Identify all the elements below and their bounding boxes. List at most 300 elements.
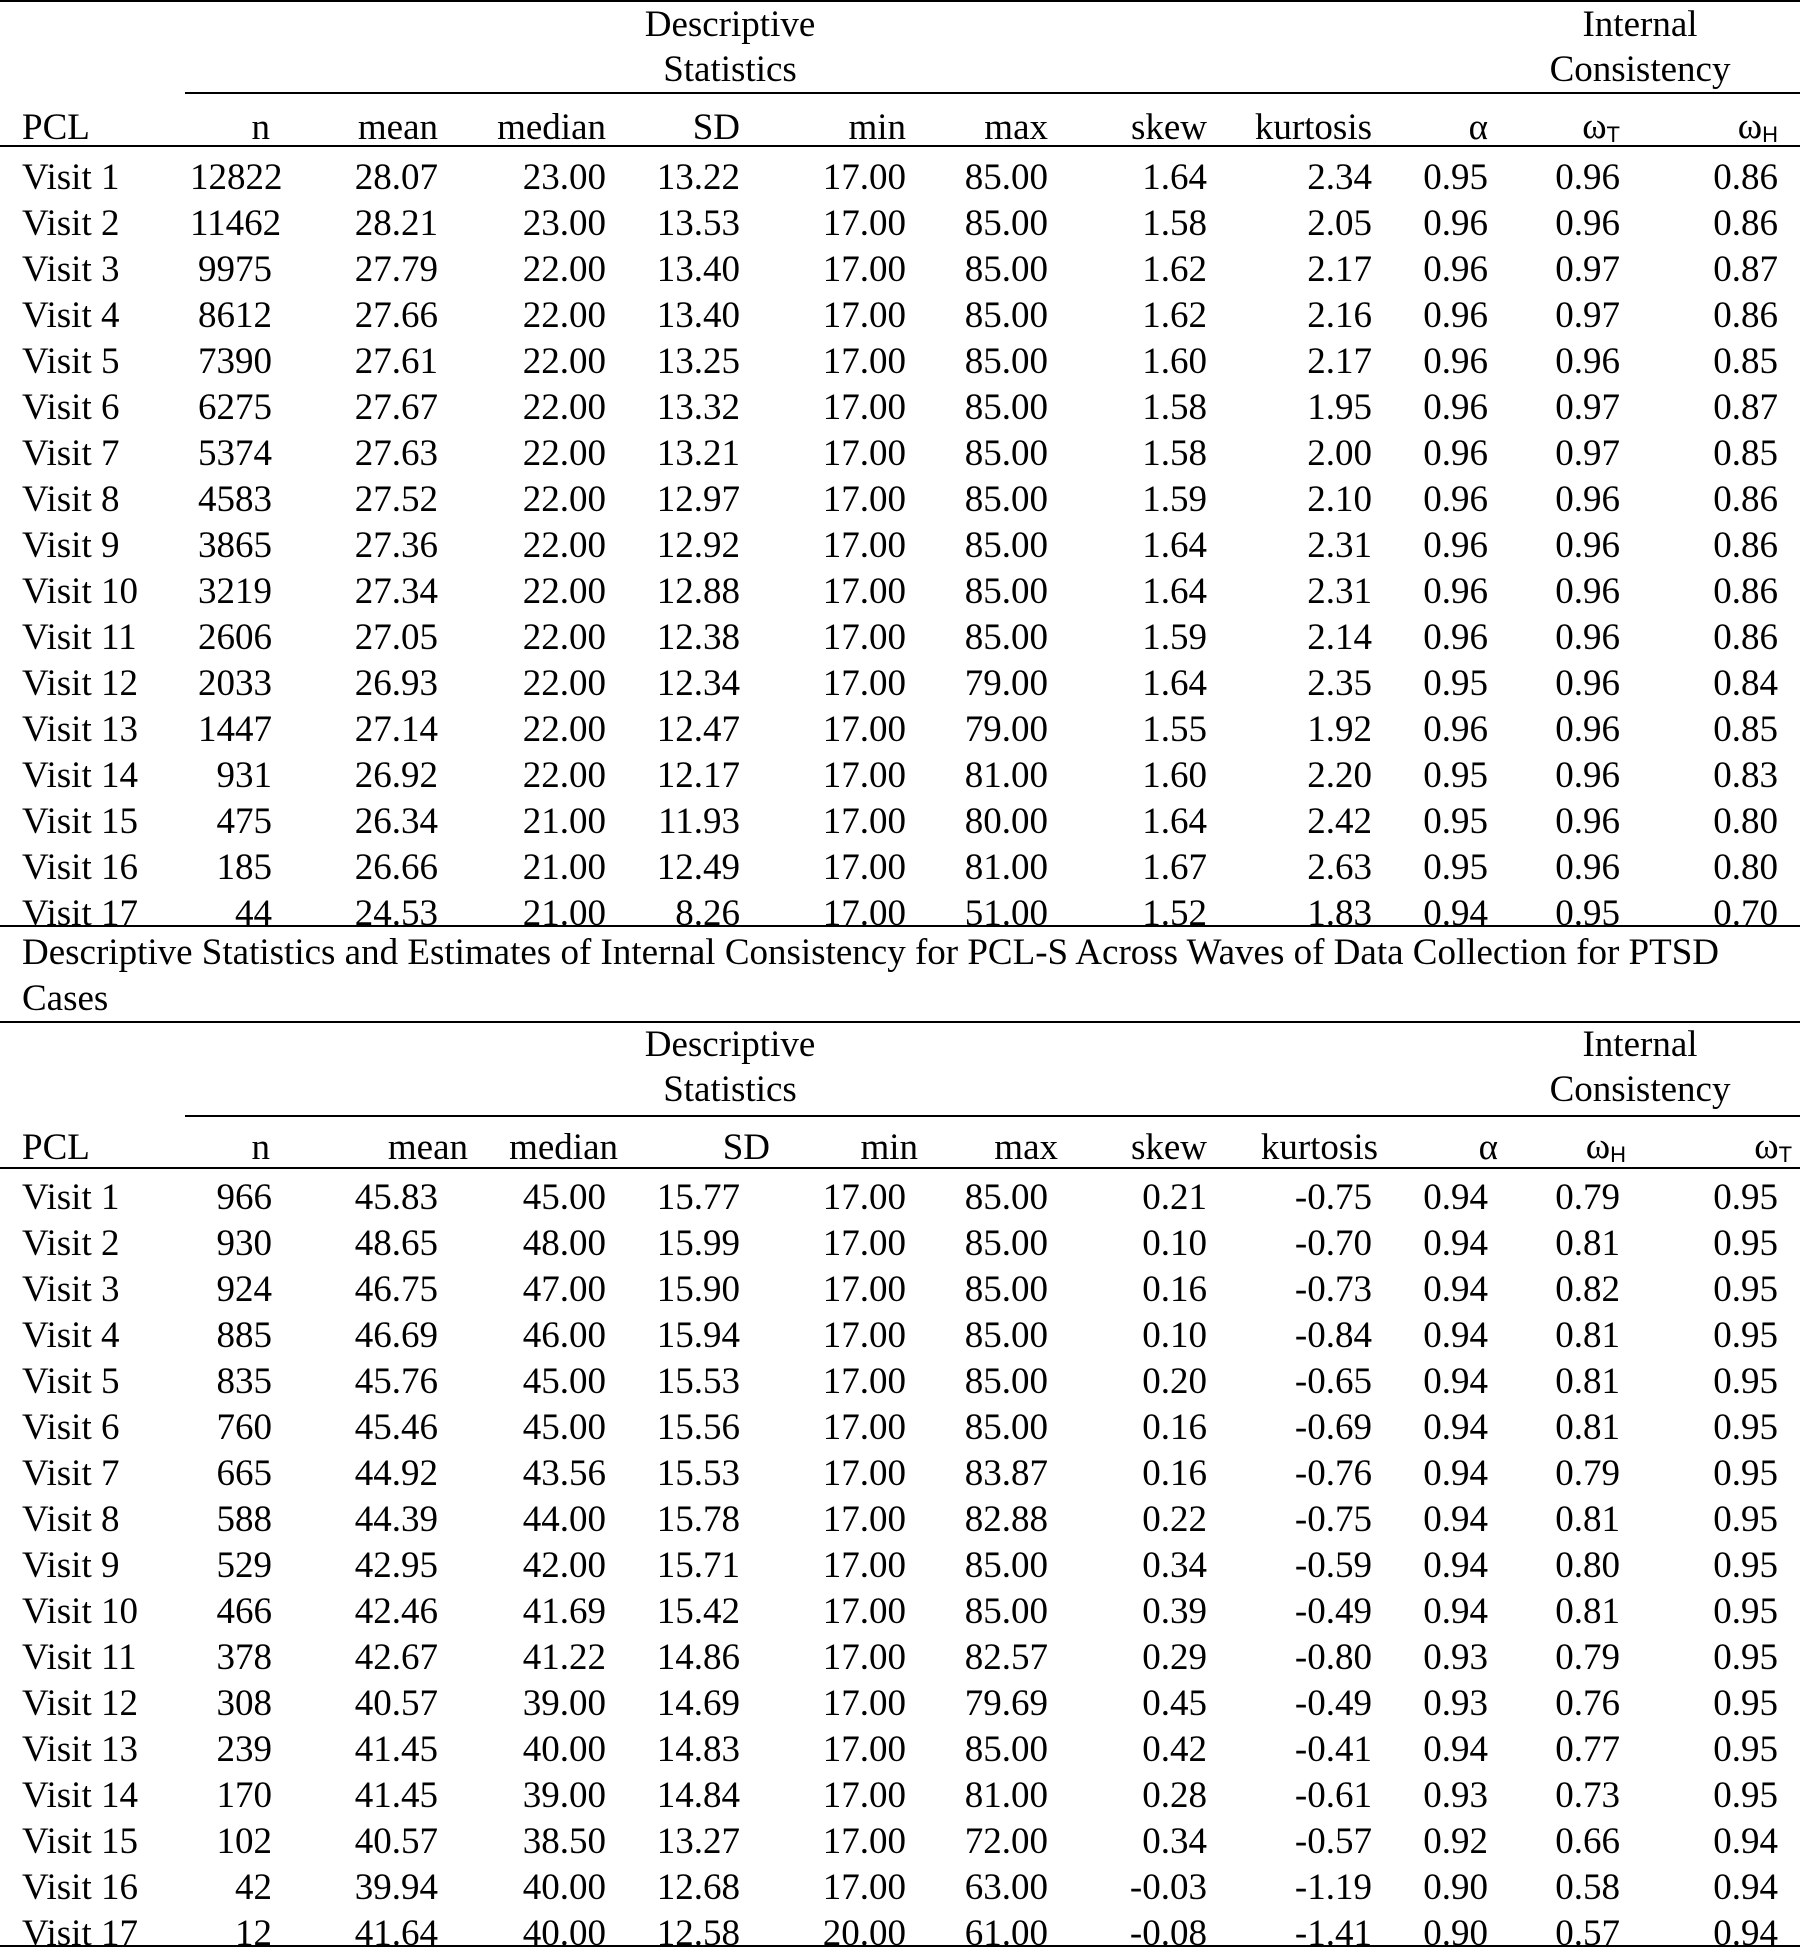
table2-cell-median: 40.00 [522, 1867, 606, 1908]
table2-cell-min: 17.00 [822, 1269, 906, 1310]
table2-cell-median: 47.00 [522, 1269, 606, 1310]
table-row [0, 518, 1800, 564]
table2-col-mean-text: mean [387, 1127, 468, 1168]
table1-cell-skew: 1.64 [1142, 525, 1207, 566]
table2-cell-omega2: 0.95 [1713, 1315, 1779, 1356]
table1-cell-min: 17.00 [822, 157, 906, 198]
table1-cell-max: 85.00 [964, 479, 1048, 520]
table-row [0, 380, 1800, 426]
table2-col-alpha-text: α [1478, 1127, 1498, 1168]
table1-cell-min: 17.00 [822, 571, 906, 612]
table2-col-kurtosis [1215, 1112, 1380, 1170]
table2-cell-skew: 0.42 [1142, 1729, 1207, 1770]
table1-cell-max: 85.00 [964, 249, 1048, 290]
table1-cell-median: 22.00 [522, 479, 606, 520]
table2-cell-median: 45.00 [522, 1177, 606, 1218]
table1-col-max-text: max [984, 107, 1048, 148]
table1-cell-skew: 1.62 [1142, 295, 1207, 336]
table1-cell-visit: Visit 6 [22, 387, 120, 428]
table1-cell-n: 185 [216, 847, 272, 888]
table1-cell-max: 81.00 [964, 755, 1048, 796]
table-row [0, 1400, 1800, 1446]
table2-cell-omega2: 0.94 [1713, 1913, 1779, 1954]
table-row [0, 1262, 1800, 1308]
table2-cell-alpha: 0.94 [1423, 1223, 1488, 1264]
table-row [0, 1722, 1800, 1768]
table2-cell-omega2: 0.95 [1713, 1361, 1779, 1402]
table2-cell-mean: 41.45 [354, 1729, 438, 1770]
table2-cell-max: 61.00 [964, 1913, 1048, 1954]
table1-cell-mean: 26.92 [354, 755, 438, 796]
table1-cell-mean: 27.63 [354, 433, 438, 474]
table2-cell-alpha: 0.93 [1423, 1683, 1488, 1724]
table2-cell-visit: Visit 2 [22, 1223, 120, 1264]
table1-cell-alpha: 0.96 [1423, 203, 1488, 244]
table1-cell-n: 7390 [198, 341, 272, 382]
table2-cell-visit: Visit 17 [22, 1913, 138, 1954]
table-row [0, 288, 1800, 334]
table2-cell-omega1: 0.82 [1555, 1269, 1620, 1310]
table2-cell-visit: Visit 10 [22, 1591, 138, 1632]
table1-cell-visit: Visit 8 [22, 479, 120, 520]
table1-cell-alpha: 0.95 [1423, 755, 1488, 796]
table2-cell-min: 17.00 [822, 1683, 906, 1724]
table1-col-skew [1060, 92, 1215, 150]
table2-cell-mean: 46.75 [354, 1269, 438, 1310]
table2-cell-n: 466 [216, 1591, 272, 1632]
table2-col-max [920, 1112, 1060, 1170]
table2-cell-omega1: 0.73 [1555, 1775, 1620, 1816]
table1-cell-mean: 28.21 [354, 203, 438, 244]
table2-cell-kurtosis: -0.80 [1294, 1637, 1372, 1678]
table2-cell-sd: 15.53 [656, 1361, 740, 1402]
table1-cell-omega2: 0.84 [1713, 663, 1779, 704]
table2-cell-visit: Visit 13 [22, 1729, 138, 1770]
table1-descriptive-line2: Statistics [663, 49, 797, 90]
table2-cell-kurtosis: -0.49 [1294, 1591, 1372, 1632]
table2-cell-visit: Visit 3 [22, 1269, 120, 1310]
table2-col-skew [1060, 1112, 1215, 1170]
table2-col-skew-text: skew [1130, 1127, 1207, 1168]
table2-cell-omega2: 0.95 [1713, 1223, 1779, 1264]
table1-header-rule [0, 145, 1800, 147]
table1-col-min [780, 92, 920, 150]
table1-cell-omega1: 0.96 [1555, 157, 1620, 198]
table2-cell-median: 39.00 [522, 1683, 606, 1724]
table1-col-omega-h-text: ω [1737, 106, 1763, 147]
table1-col-mean-text: mean [357, 107, 438, 148]
table2-cell-sd: 12.58 [656, 1913, 740, 1954]
table1-cell-sd: 13.21 [656, 433, 740, 474]
table2-cell-omega1: 0.76 [1555, 1683, 1620, 1724]
table2-cell-mean: 44.39 [354, 1499, 438, 1540]
table2-cell-omega2: 0.95 [1713, 1775, 1779, 1816]
table1-cell-visit: Visit 1 [22, 157, 120, 198]
table-row [0, 1446, 1800, 1492]
table1-cell-kurtosis: 2.63 [1307, 847, 1372, 888]
table2-cell-sd: 15.42 [656, 1591, 740, 1632]
table1-cell-median: 22.00 [522, 663, 606, 704]
table1-cell-alpha: 0.95 [1423, 801, 1488, 842]
table1-cell-skew: 1.64 [1142, 801, 1207, 842]
table1-col-omega-t [1510, 92, 1630, 150]
table1-col-omega-t-text: ω [1582, 106, 1607, 147]
table2-cell-mean: 46.69 [354, 1315, 438, 1356]
table1-cell-mean: 27.67 [354, 387, 438, 428]
table1-cell-alpha: 0.96 [1423, 387, 1488, 428]
table2-cell-alpha: 0.94 [1423, 1315, 1488, 1356]
table1-cell-alpha: 0.96 [1423, 525, 1488, 566]
table2-cell-mean: 39.94 [354, 1867, 438, 1908]
table1-cell-min: 17.00 [822, 203, 906, 244]
table2-cell-visit: Visit 11 [22, 1637, 137, 1678]
table1-cell-omega1: 0.96 [1555, 341, 1620, 382]
table1-col-median-text: median [497, 107, 606, 148]
table2-cell-n: 835 [216, 1361, 272, 1402]
table2-cell-mean: 42.46 [354, 1591, 438, 1632]
table1-col-sd-text: SD [692, 107, 740, 148]
table2-cell-alpha: 0.93 [1423, 1637, 1488, 1678]
table2-cell-alpha: 0.90 [1423, 1867, 1488, 1908]
table1-cell-kurtosis: 2.20 [1307, 755, 1372, 796]
table1-col-alpha-text: α [1468, 107, 1488, 148]
table1-cell-n: 475 [216, 801, 272, 842]
table-row [0, 748, 1800, 794]
table1-cell-n: 2033 [198, 663, 272, 704]
table-row [0, 1354, 1800, 1400]
table1-cell-omega2: 0.86 [1713, 295, 1779, 336]
table2-cell-kurtosis: -0.73 [1294, 1269, 1372, 1310]
table1-cell-max: 85.00 [964, 525, 1048, 566]
table2-cell-alpha: 0.94 [1423, 1545, 1488, 1586]
table2-cell-alpha: 0.94 [1423, 1729, 1488, 1770]
table1-cell-mean: 26.66 [354, 847, 438, 888]
table1-cell-mean: 26.34 [354, 801, 438, 842]
table2-cell-skew: 0.34 [1142, 1545, 1207, 1586]
table2-cell-omega2: 0.95 [1713, 1177, 1779, 1218]
table1-cell-sd: 12.47 [656, 709, 740, 750]
table1-cell-median: 22.00 [522, 433, 606, 474]
table2-cell-median: 38.50 [522, 1821, 606, 1862]
table2-cell-min: 20.00 [822, 1913, 906, 1954]
table1-cell-skew: 1.67 [1142, 847, 1207, 888]
table2-cell-omega1: 0.57 [1555, 1913, 1620, 1954]
table2-cell-kurtosis: -1.41 [1294, 1913, 1372, 1954]
table2-col-n-text: n [251, 1127, 270, 1168]
table2-descriptive-line1: Descriptive [644, 1024, 816, 1065]
table1-cell-min: 17.00 [822, 893, 906, 934]
table1-cell-omega1: 0.96 [1555, 663, 1620, 704]
table1-internal-line2: Consistency [1549, 49, 1731, 90]
table1-cell-max: 85.00 [964, 387, 1048, 428]
table2-cell-min: 17.00 [822, 1223, 906, 1264]
table2-cell-omega1: 0.81 [1555, 1315, 1620, 1356]
table1-cell-sd: 13.40 [656, 249, 740, 290]
table2-cell-median: 39.00 [522, 1775, 606, 1816]
table1-cell-min: 17.00 [822, 847, 906, 888]
table2-cell-visit: Visit 9 [22, 1545, 120, 1586]
table2-cell-kurtosis: -0.65 [1294, 1361, 1372, 1402]
table-row [0, 1860, 1800, 1906]
table1-cell-max: 51.00 [964, 893, 1048, 934]
table2-cell-n: 924 [216, 1269, 272, 1310]
table2-cell-omega2: 0.95 [1713, 1499, 1779, 1540]
table2-cell-visit: Visit 14 [22, 1775, 138, 1816]
table1-group-rule [185, 92, 1800, 94]
table1-cell-mean: 28.07 [354, 157, 438, 198]
table1-cell-omega2: 0.87 [1713, 249, 1779, 290]
table1-cell-max: 80.00 [964, 801, 1048, 842]
table1-cell-sd: 11.93 [658, 801, 740, 842]
table-row [0, 1584, 1800, 1630]
table1-cell-min: 17.00 [822, 617, 906, 658]
table1-cell-skew: 1.58 [1142, 433, 1207, 474]
table2-cell-omega2: 0.94 [1713, 1867, 1779, 1908]
table2-cell-visit: Visit 7 [22, 1453, 120, 1494]
table2-cell-median: 45.00 [522, 1407, 606, 1448]
table2-col-sd [620, 1112, 780, 1170]
table2-cell-skew: 0.16 [1142, 1269, 1207, 1310]
table-row [0, 426, 1800, 472]
table1-cell-min: 17.00 [822, 295, 906, 336]
table2-cell-sd: 14.83 [656, 1729, 740, 1770]
table1-cell-median: 21.00 [522, 893, 606, 934]
table2-cell-kurtosis: -0.84 [1294, 1315, 1372, 1356]
table1-cell-max: 85.00 [964, 571, 1048, 612]
table2-cell-omega1: 0.79 [1555, 1177, 1620, 1218]
table1-cell-omega1: 0.96 [1555, 617, 1620, 658]
table2-column-header-row [0, 1112, 1800, 1170]
table1-cell-max: 85.00 [964, 157, 1048, 198]
table2-cell-n: 885 [216, 1315, 272, 1356]
table1-cell-kurtosis: 1.83 [1307, 893, 1372, 934]
table1-cell-median: 22.00 [522, 387, 606, 428]
table2-cell-kurtosis: -0.61 [1294, 1775, 1372, 1816]
table1-cell-omega1: 0.95 [1555, 893, 1620, 934]
table2-col-omega-t-sub: T [1778, 1142, 1793, 1167]
table2-cell-min: 17.00 [822, 1499, 906, 1540]
table2-cell-visit: Visit 4 [22, 1315, 120, 1356]
table2-cell-skew: 0.45 [1142, 1683, 1207, 1724]
table2-cell-skew: 0.10 [1142, 1315, 1207, 1356]
table1-cell-kurtosis: 1.92 [1307, 709, 1372, 750]
table1-cell-visit: Visit 13 [22, 709, 138, 750]
table1-cell-alpha: 0.96 [1423, 341, 1488, 382]
table1-cell-median: 21.00 [522, 847, 606, 888]
table1-cell-n: 44 [235, 893, 272, 934]
table2-cell-n: 42 [235, 1867, 272, 1908]
table1-cell-omega1: 0.97 [1555, 433, 1620, 474]
table2-cell-mean: 48.65 [354, 1223, 438, 1264]
table1-cell-max: 85.00 [964, 617, 1048, 658]
table2-cell-visit: Visit 15 [22, 1821, 138, 1862]
table2-col-omega-h [1510, 1112, 1630, 1170]
table2-cell-alpha: 0.93 [1423, 1775, 1488, 1816]
table2-cell-n: 170 [216, 1775, 272, 1816]
table-row [0, 1676, 1800, 1722]
table1-cell-omega2: 0.85 [1713, 433, 1779, 474]
table1-cell-mean: 27.14 [354, 709, 438, 750]
table2-cell-visit: Visit 1 [22, 1177, 120, 1218]
table1-cell-sd: 13.22 [656, 157, 740, 198]
table2-cell-sd: 14.84 [656, 1775, 740, 1816]
table1-col-skew-text: skew [1130, 107, 1207, 148]
table1-cell-n: 2606 [198, 617, 272, 658]
table1-cell-omega2: 0.85 [1713, 709, 1779, 750]
table1-cell-sd: 12.92 [656, 525, 740, 566]
table2-cell-sd: 13.27 [656, 1821, 740, 1862]
table2-cell-min: 17.00 [822, 1591, 906, 1632]
table2-cell-kurtosis: -0.57 [1294, 1821, 1372, 1862]
table2-cell-kurtosis: -0.59 [1294, 1545, 1372, 1586]
table-row [0, 334, 1800, 380]
table2-caption: Descriptive Statistics and Estimates of Internal Consistency for PCL-S Across Waves of Data Collection for PTSD Cases [22, 932, 1720, 1019]
table2-cell-omega2: 0.95 [1713, 1407, 1779, 1448]
table2-cell-alpha: 0.94 [1423, 1407, 1488, 1448]
table2-cell-n: 529 [216, 1545, 272, 1586]
table-row [0, 656, 1800, 702]
table-row [0, 1768, 1800, 1814]
table1-cell-kurtosis: 1.95 [1307, 387, 1372, 428]
table1-cell-sd: 12.88 [656, 571, 740, 612]
table2-cell-mean: 45.83 [354, 1177, 438, 1218]
table1-cell-skew: 1.64 [1142, 571, 1207, 612]
table2-cell-skew: -0.08 [1129, 1913, 1207, 1954]
table2-cell-n: 12 [235, 1913, 272, 1954]
table2-cell-median: 40.00 [522, 1913, 606, 1954]
table1-cell-min: 17.00 [822, 479, 906, 520]
table1-cell-visit: Visit 16 [22, 847, 138, 888]
table1-cell-kurtosis: 2.31 [1307, 571, 1372, 612]
table2-cell-alpha: 0.92 [1423, 1821, 1488, 1862]
table1-cell-alpha: 0.96 [1423, 249, 1488, 290]
table1-cell-median: 23.00 [522, 203, 606, 244]
table2-cell-skew: 0.10 [1142, 1223, 1207, 1264]
table2-cell-alpha: 0.94 [1423, 1591, 1488, 1632]
table2-cell-n: 378 [216, 1637, 272, 1678]
table2-cell-max: 79.69 [964, 1683, 1048, 1724]
table2-cell-alpha: 0.94 [1423, 1177, 1488, 1218]
table1-cell-alpha: 0.95 [1423, 847, 1488, 888]
table1-cell-visit: Visit 7 [22, 433, 120, 474]
table1-cell-omega1: 0.96 [1555, 525, 1620, 566]
table2-cell-min: 17.00 [822, 1453, 906, 1494]
table2-cell-min: 17.00 [822, 1315, 906, 1356]
table2-col-median [470, 1112, 620, 1170]
table1-cell-kurtosis: 2.14 [1307, 617, 1372, 658]
table2-cell-max: 85.00 [964, 1361, 1048, 1402]
table2-internal-line1: Internal [1582, 1024, 1698, 1065]
table2-cell-skew: 0.39 [1142, 1591, 1207, 1632]
table2-cell-min: 17.00 [822, 1867, 906, 1908]
table2-cell-n: 239 [216, 1729, 272, 1770]
table2-descriptive-line2: Statistics [663, 1069, 797, 1110]
table2-cell-kurtosis: -0.49 [1294, 1683, 1372, 1724]
table2-col-omega-t [1630, 1112, 1800, 1170]
table1-cell-sd: 8.26 [675, 893, 740, 934]
table1-col-n [190, 92, 320, 150]
table1-cell-visit: Visit 2 [22, 203, 120, 244]
table1-cell-mean: 27.61 [354, 341, 438, 382]
table2-col-omega-h-sub: H [1610, 1142, 1626, 1167]
table2-cell-sd: 14.69 [656, 1683, 740, 1724]
table1-cell-n: 4583 [198, 479, 272, 520]
table2-cell-skew: 0.21 [1142, 1177, 1207, 1218]
table1-col-omega-h [1630, 92, 1800, 150]
table1-col-min-text: min [848, 107, 906, 148]
table2-cell-skew: 0.16 [1142, 1453, 1207, 1494]
table1-cell-omega2: 0.86 [1713, 571, 1779, 612]
table1-cell-median: 22.00 [522, 571, 606, 612]
table1-cell-alpha: 0.96 [1423, 479, 1488, 520]
table1-cell-omega2: 0.86 [1713, 157, 1779, 198]
table2-cell-omega2: 0.95 [1713, 1545, 1779, 1586]
table1-cell-kurtosis: 2.05 [1307, 203, 1372, 244]
table2-cell-omega2: 0.95 [1713, 1637, 1779, 1678]
table2-cell-omega1: 0.58 [1555, 1867, 1620, 1908]
table2-cell-skew: 0.29 [1142, 1637, 1207, 1678]
table1-col-alpha [1380, 92, 1510, 150]
table1-cell-min: 17.00 [822, 801, 906, 842]
table1-cell-sd: 13.53 [656, 203, 740, 244]
table2-cell-median: 43.56 [522, 1453, 606, 1494]
table2-cell-visit: Visit 12 [22, 1683, 138, 1724]
table2-cell-visit: Visit 5 [22, 1361, 120, 1402]
table2-cell-max: 85.00 [964, 1315, 1048, 1356]
table1-cell-alpha: 0.96 [1423, 295, 1488, 336]
table2-cell-visit: Visit 6 [22, 1407, 120, 1448]
table1-cell-sd: 12.17 [656, 755, 740, 796]
table1-cell-visit: Visit 5 [22, 341, 120, 382]
table2-cell-omega1: 0.79 [1555, 1453, 1620, 1494]
table2-cell-skew: 0.20 [1142, 1361, 1207, 1402]
table2-cell-median: 48.00 [522, 1223, 606, 1264]
table1-cell-omega2: 0.86 [1713, 479, 1779, 520]
table1-cell-skew: 1.58 [1142, 387, 1207, 428]
table1-cell-skew: 1.55 [1142, 709, 1207, 750]
table1-cell-mean: 27.34 [354, 571, 438, 612]
table2-cell-max: 85.00 [964, 1591, 1048, 1632]
table1-cell-sd: 12.97 [656, 479, 740, 520]
table1-cell-omega2: 0.80 [1713, 847, 1779, 888]
table2-cell-max: 81.00 [964, 1775, 1048, 1816]
table1-cell-kurtosis: 2.31 [1307, 525, 1372, 566]
table1-cell-skew: 1.60 [1142, 341, 1207, 382]
table1-col-omega-t-sub: T [1606, 122, 1620, 147]
table2-cell-visit: Visit 16 [22, 1867, 138, 1908]
table2-cell-mean: 42.67 [354, 1637, 438, 1678]
table2-cell-max: 82.88 [964, 1499, 1048, 1540]
table1-col-max [920, 92, 1060, 150]
table-row [0, 1538, 1800, 1584]
table1-cell-omega1: 0.96 [1555, 847, 1620, 888]
table2-cell-max: 85.00 [964, 1223, 1048, 1264]
table-row [0, 610, 1800, 656]
table1-cell-n: 9975 [198, 249, 272, 290]
table-row [0, 1492, 1800, 1538]
table2-cell-skew: -0.03 [1129, 1867, 1207, 1908]
table1-cell-visit: Visit 12 [22, 663, 138, 704]
table1-cell-skew: 1.62 [1142, 249, 1207, 290]
table1-cell-skew: 1.64 [1142, 663, 1207, 704]
table-row [0, 1814, 1800, 1860]
table1-cell-mean: 27.05 [354, 617, 438, 658]
table2-cell-alpha: 0.90 [1423, 1913, 1488, 1954]
table1-cell-median: 22.00 [522, 525, 606, 566]
table2-col-min-text: min [860, 1127, 918, 1168]
table1-cell-alpha: 0.96 [1423, 617, 1488, 658]
table2-header-rule [0, 1167, 1800, 1169]
